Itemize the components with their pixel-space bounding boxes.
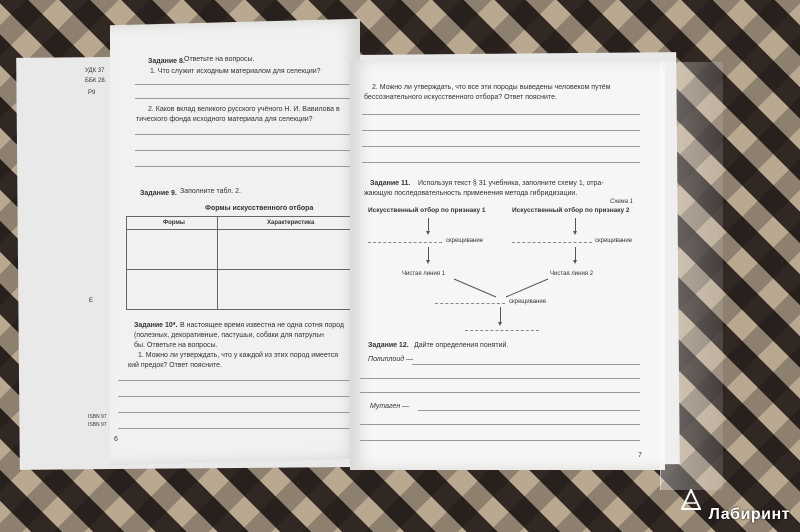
answer-line xyxy=(135,134,353,135)
scheme-left-heading: Искусственный отбор по признаку 1 xyxy=(368,207,486,214)
right-page-number: 7 xyxy=(638,452,642,459)
scheme-arrow xyxy=(575,218,576,232)
task10-title: Задание 10*. xyxy=(134,322,178,329)
table-title: Формы искусственного отбора xyxy=(205,205,314,212)
answer-line xyxy=(360,424,640,425)
answer-line xyxy=(362,114,640,115)
answer-line xyxy=(118,412,350,413)
answer-line xyxy=(360,440,640,441)
plastic-wrap xyxy=(660,62,723,490)
term-mutagen: Мутаген — xyxy=(370,403,410,410)
question-2: 2. Можно ли утверждать, что все эти породы выведены человеком путём xyxy=(372,84,611,91)
scheme-arrow xyxy=(500,307,501,323)
task11-title: Задание 11. xyxy=(370,180,411,187)
margin-code: Р9 xyxy=(88,90,96,96)
scheme-blank xyxy=(512,242,592,244)
answer-line xyxy=(418,410,640,411)
task8-question-1: 1. Что служит исходным материалом для селекции? xyxy=(150,68,321,75)
answer-line xyxy=(362,162,640,163)
task10-question-1: 1. Можно ли утверждать, что у каждой из этих пород имеется xyxy=(138,352,338,359)
answer-line xyxy=(412,364,640,365)
scheme-arrow xyxy=(575,247,576,261)
answer-line xyxy=(118,380,350,381)
watermark: Лабиринт xyxy=(708,506,790,523)
answer-line xyxy=(360,392,640,393)
task10-text: (полезных, декоративные, пастушьи, собаки для патрульн xyxy=(134,332,324,339)
scheme-cross-bottom: скрещивание xyxy=(509,299,547,305)
scheme-blank xyxy=(435,303,505,305)
answer-line xyxy=(360,378,640,379)
answer-line xyxy=(135,150,353,151)
scheme-arrow xyxy=(428,247,429,261)
margin-code: ББК 28. xyxy=(85,78,107,84)
task11-text: жающую последовательность применения метода гибридизации. xyxy=(364,190,578,197)
scheme-pure-line-2: Чистая линия 2 xyxy=(550,271,594,277)
task10-question-1-cont: кий предок? Ответ поясните. xyxy=(128,362,222,369)
margin-letter: Е xyxy=(89,298,94,304)
answer-line xyxy=(135,98,353,99)
answer-line xyxy=(135,84,353,85)
scheme-label: Схема 1 xyxy=(610,199,633,205)
answer-line xyxy=(118,396,350,397)
table-column-characteristic: Характеристика xyxy=(267,220,315,226)
answer-line xyxy=(135,166,353,167)
task8-intro: Ответьте на вопросы. xyxy=(184,56,255,63)
task12-intro: Дайте определения понятий. xyxy=(414,342,509,349)
task8-question-2-cont: тического фонда исходного материала для селекции? xyxy=(136,116,313,123)
margin-code: УДК 37 xyxy=(85,68,105,74)
scheme-cross-left: скрещивание xyxy=(446,238,484,244)
answer-line xyxy=(362,130,640,131)
scheme-right-heading: Искусственный отбор по признаку 2 xyxy=(512,207,630,214)
table-column-forms: Формы xyxy=(163,220,185,226)
scheme-blank xyxy=(465,330,539,332)
task9-title: Задание 9. xyxy=(140,190,177,197)
answer-line xyxy=(118,428,350,429)
question-2-cont: бессознательного искусственного отбора? Ответ поясните. xyxy=(364,94,557,101)
task10-text: бы. Ответьте на вопросы. xyxy=(134,342,218,349)
selection-forms-table xyxy=(126,216,354,310)
scheme-pure-line-1: Чистая линия 1 xyxy=(402,271,446,277)
task11-text: Используя текст § 31 учебника, заполните схему 1, отра- xyxy=(418,180,604,187)
task8-title: Задание 8. xyxy=(148,58,185,65)
scheme-blank xyxy=(368,242,442,244)
labirint-logo-icon xyxy=(681,489,701,511)
answer-line xyxy=(362,146,640,147)
left-page-number: 6 xyxy=(114,436,118,443)
task9-intro: Заполните табл. 2. xyxy=(180,188,242,195)
isbn-line: ISBN 97 xyxy=(88,414,107,420)
scheme-converging-arrows xyxy=(440,275,560,301)
task12-title: Задание 12. xyxy=(368,342,409,349)
isbn-line: ISBN 97 xyxy=(88,422,107,428)
task8-question-2: 2. Каков вклад великого русского учёного Н. И. Вавилова в xyxy=(148,106,340,113)
term-polyploid: Полиплоид — xyxy=(368,356,414,363)
task10-text: В настоящее время известна не одна сотня пород xyxy=(180,322,344,329)
scheme-cross-right: скрещивание xyxy=(595,238,633,244)
scheme-arrow xyxy=(428,218,429,232)
